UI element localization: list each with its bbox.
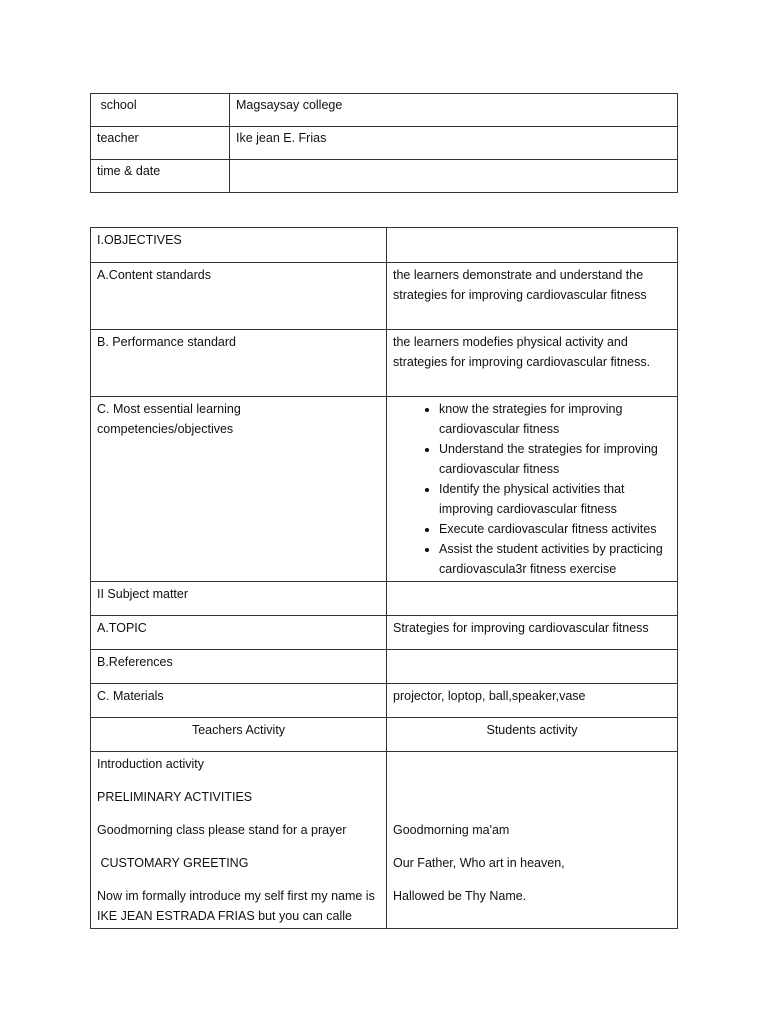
time-date-value bbox=[230, 160, 678, 193]
competency-item: • Identify the physical activities that improving cardiovascular fitness bbox=[439, 479, 671, 519]
school-row bbox=[91, 94, 678, 127]
competency-item: • know the strategies for improving cardiovascular fitness bbox=[439, 399, 671, 439]
subject-matter-row bbox=[91, 582, 678, 616]
objectives-row bbox=[91, 228, 678, 263]
activity-content-row bbox=[91, 752, 678, 929]
content-standards-row bbox=[91, 263, 678, 330]
students-activity-cell bbox=[387, 752, 678, 929]
teachers-activity-header: Teachers Activity bbox=[91, 718, 387, 752]
teacher-activity-line: PRELIMINARY ACTIVITIES bbox=[97, 790, 253, 804]
time-date-label: time & date bbox=[91, 160, 230, 193]
references-row bbox=[91, 650, 678, 684]
references-label: B.References bbox=[91, 650, 387, 684]
performance-standard-row bbox=[91, 330, 678, 397]
students-activity-line: Our Father, Who art in heaven, bbox=[393, 856, 565, 870]
teacher-activity-line: Goodmorning class please stand for a prayer bbox=[97, 823, 347, 837]
topic-label: A.TOPIC bbox=[91, 616, 387, 650]
performance-standard-value: the learners modefies physical activity and strategies for improving cardiovascular fitness. bbox=[387, 330, 678, 397]
materials-label: C. Materials bbox=[91, 684, 387, 718]
performance-standard-label: B. Performance standard bbox=[91, 330, 387, 397]
school-value: Magsaysay college bbox=[230, 94, 678, 127]
subject-matter-value bbox=[387, 582, 678, 616]
teacher-activity-line: Now im formally introduce my self first my name is IKE JEAN ESTRADA FRIAS but you can calle bbox=[97, 889, 375, 923]
header-info-table bbox=[90, 93, 678, 193]
competency-item: • Understand the strategies for improving cardiovascular fitness bbox=[439, 439, 671, 479]
teacher-activity-line: CUSTOMARY GREETING bbox=[97, 856, 249, 870]
objectives-label: I.OBJECTIVES bbox=[91, 228, 387, 263]
objectives-value bbox=[387, 228, 678, 263]
content-standards-value: the learners demonstrate and understand the strategies for improving cardiovascular fitness bbox=[387, 263, 678, 330]
topic-value: Strategies for improving cardiovascular fitness bbox=[387, 616, 678, 650]
competencies-label: C. Most essential learning competencies/objectives bbox=[91, 397, 387, 582]
students-activity-header: Students activity bbox=[387, 718, 678, 752]
teacher-row bbox=[91, 127, 678, 160]
teacher-value: Ike jean E. Frias bbox=[230, 127, 678, 160]
competencies-list bbox=[393, 399, 671, 579]
topic-row bbox=[91, 616, 678, 650]
competency-item: • Assist the student activities by practicing cardiovascula3r fitness exercise bbox=[439, 539, 671, 579]
teacher-activity-line: Introduction activity bbox=[97, 757, 204, 771]
time-date-row bbox=[91, 160, 678, 193]
competencies-value bbox=[387, 397, 678, 582]
competencies-row bbox=[91, 397, 678, 582]
subject-matter-label: II Subject matter bbox=[91, 582, 387, 616]
teacher-label: teacher bbox=[91, 127, 230, 160]
school-label: school bbox=[91, 94, 230, 127]
references-value bbox=[387, 650, 678, 684]
materials-value: projector, loptop, ball,speaker,vase bbox=[387, 684, 678, 718]
content-standards-label: A.Content standards bbox=[91, 263, 387, 330]
activity-header-row bbox=[91, 718, 678, 752]
students-activity-line: Goodmorning ma'am bbox=[393, 823, 510, 837]
lesson-plan-table bbox=[90, 227, 678, 929]
students-activity-line: Hallowed be Thy Name. bbox=[393, 889, 527, 903]
materials-row bbox=[91, 684, 678, 718]
teacher-activity-cell bbox=[91, 752, 387, 929]
competency-item: • Execute cardiovascular fitness activites bbox=[439, 519, 671, 539]
